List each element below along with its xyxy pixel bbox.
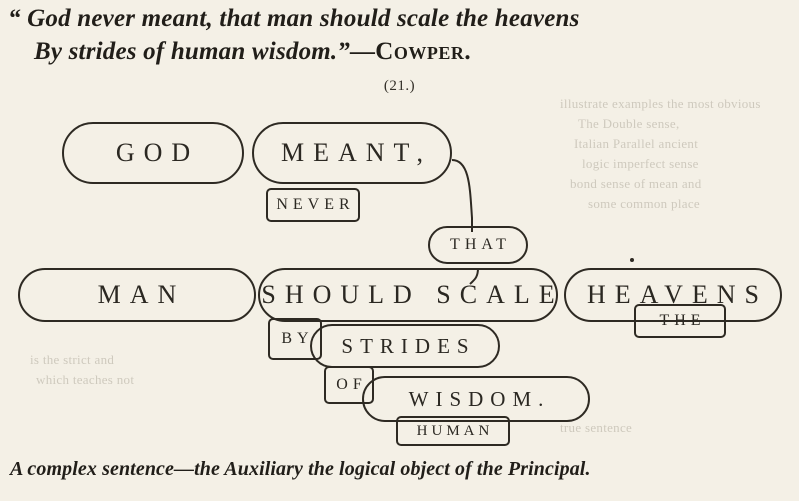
node-meant[interactable] bbox=[252, 122, 452, 184]
link-meant-that bbox=[452, 160, 472, 232]
node-strides[interactable] bbox=[310, 324, 500, 368]
node-man-label: MAN bbox=[97, 280, 186, 309]
node-should-scale-label: SHOULD SCALE bbox=[261, 280, 564, 309]
node-of-label: OF bbox=[336, 376, 367, 393]
ink-speck bbox=[630, 258, 634, 262]
node-god-label: GOD bbox=[115, 138, 200, 167]
node-the[interactable] bbox=[634, 304, 726, 338]
node-that-label: THAT bbox=[450, 236, 511, 253]
epigraph-attribution: Cowper. bbox=[375, 38, 472, 65]
node-heavens-label: HEAVENS bbox=[587, 280, 768, 309]
bleed-line: logic imperfect sense bbox=[582, 156, 699, 171]
node-meant-label: MEANT, bbox=[280, 138, 432, 167]
bleed-line: illustrate examples the most obvious bbox=[560, 96, 761, 111]
node-human-label: HUMAN bbox=[416, 422, 494, 439]
bleed-line: The Double sense, bbox=[578, 116, 680, 131]
node-human[interactable] bbox=[396, 416, 510, 446]
sentence-diagram bbox=[0, 100, 799, 450]
bleed-line: Italian Parallel ancient bbox=[574, 136, 699, 151]
node-the-label: THE bbox=[659, 312, 706, 329]
node-that[interactable] bbox=[428, 226, 528, 264]
figure-number: (21.) bbox=[383, 78, 416, 94]
node-should-scale[interactable] bbox=[258, 268, 564, 322]
node-strides-label: STRIDES bbox=[341, 333, 476, 358]
bleed-line: some common place bbox=[588, 196, 700, 211]
bleed-line: which teaches not bbox=[36, 372, 135, 387]
epigraph-line-2: By strides of human wisdom.”— bbox=[34, 38, 376, 65]
epigraph bbox=[8, 2, 792, 68]
bleed-line: bond sense of mean and bbox=[570, 176, 702, 191]
node-man[interactable] bbox=[18, 268, 256, 322]
node-by-label: BY bbox=[281, 330, 314, 347]
bleed-line: true sentence bbox=[560, 420, 633, 435]
figure-caption: A complex sentence—the Auxiliary the logical object of the Principal. bbox=[10, 458, 591, 480]
epigraph-line-1: “ God never meant, that man should scale the heavens bbox=[8, 5, 580, 32]
bleed-line: is the strict and bbox=[30, 352, 115, 367]
node-never[interactable] bbox=[266, 188, 360, 222]
node-never-label: NEVER bbox=[276, 196, 355, 213]
node-wisdom-label: WISDOM. bbox=[408, 386, 551, 411]
node-god[interactable] bbox=[62, 122, 244, 184]
